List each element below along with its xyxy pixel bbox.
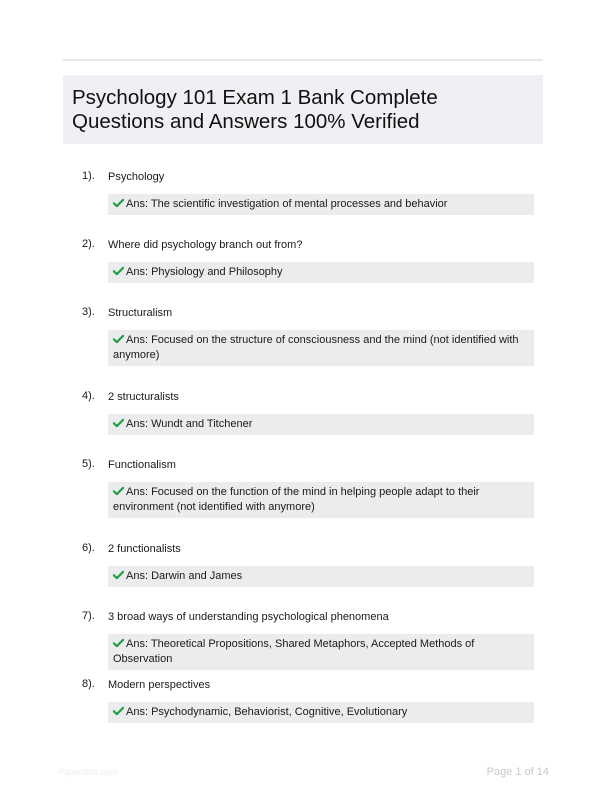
check-icon bbox=[113, 638, 124, 648]
question-text: Structuralism bbox=[108, 307, 173, 319]
question-text: 3 broad ways of understanding psychological phenomena bbox=[108, 611, 389, 623]
answer-box bbox=[108, 702, 534, 723]
check-icon bbox=[113, 570, 124, 580]
question-number: 3). bbox=[82, 306, 95, 318]
question-number: 6). bbox=[82, 542, 95, 554]
answer-text: Ans: Theoretical Propositions, Shared Metaphors, Accepted Methods of Observation bbox=[113, 638, 475, 665]
check-icon bbox=[113, 486, 124, 496]
answer-text: Ans: Darwin and James bbox=[126, 570, 243, 582]
answer-text: Ans: Physiology and Philosophy bbox=[126, 266, 283, 278]
question-text: Where did psychology branch out from? bbox=[108, 239, 303, 251]
question-text: Modern perspectives bbox=[108, 679, 211, 691]
answer-box bbox=[108, 566, 534, 587]
check-icon bbox=[113, 334, 124, 344]
question-text: 2 structuralists bbox=[108, 391, 179, 403]
answer-box bbox=[108, 262, 534, 283]
question-number: 1). bbox=[82, 170, 95, 182]
answer-text: Ans: Wundt and Titchener bbox=[126, 418, 253, 430]
question-number: 4). bbox=[82, 390, 95, 402]
question-number: 7). bbox=[82, 610, 95, 622]
question-number: 2). bbox=[82, 238, 95, 250]
question-number: 5). bbox=[82, 458, 95, 470]
answer-box bbox=[108, 414, 534, 435]
answer-box bbox=[108, 482, 534, 518]
check-icon bbox=[113, 706, 124, 716]
check-icon bbox=[113, 418, 124, 428]
answer-text: Ans: Focused on the function of the mind in helping people adapt to their environment (not identified with anymore) bbox=[113, 486, 480, 513]
page-number: Page 1 of 14 bbox=[486, 766, 549, 778]
answer-text: Ans: The scientific investigation of mental processes and behavior bbox=[126, 198, 448, 210]
page-title: Psychology 101 Exam 1 Bank Complete Questions and Answers 100% Verified bbox=[72, 86, 438, 133]
answer-text: Ans: Psychodynamic, Behaviorist, Cognitive, Evolutionary bbox=[126, 706, 408, 718]
answer-box bbox=[108, 330, 534, 366]
question-text: Functionalism bbox=[108, 459, 176, 471]
question-text: Psychology bbox=[108, 171, 165, 183]
check-icon bbox=[113, 266, 124, 276]
footer-watermark: Paperlibio.com bbox=[58, 767, 118, 777]
question-text: 2 functionalists bbox=[108, 543, 181, 555]
answer-box bbox=[108, 194, 534, 215]
answer-box bbox=[108, 634, 534, 670]
question-number: 8). bbox=[82, 678, 95, 690]
answer-text: Ans: Focused on the structure of consciousness and the mind (not identified with anymore) bbox=[113, 334, 519, 361]
check-icon bbox=[113, 198, 124, 208]
